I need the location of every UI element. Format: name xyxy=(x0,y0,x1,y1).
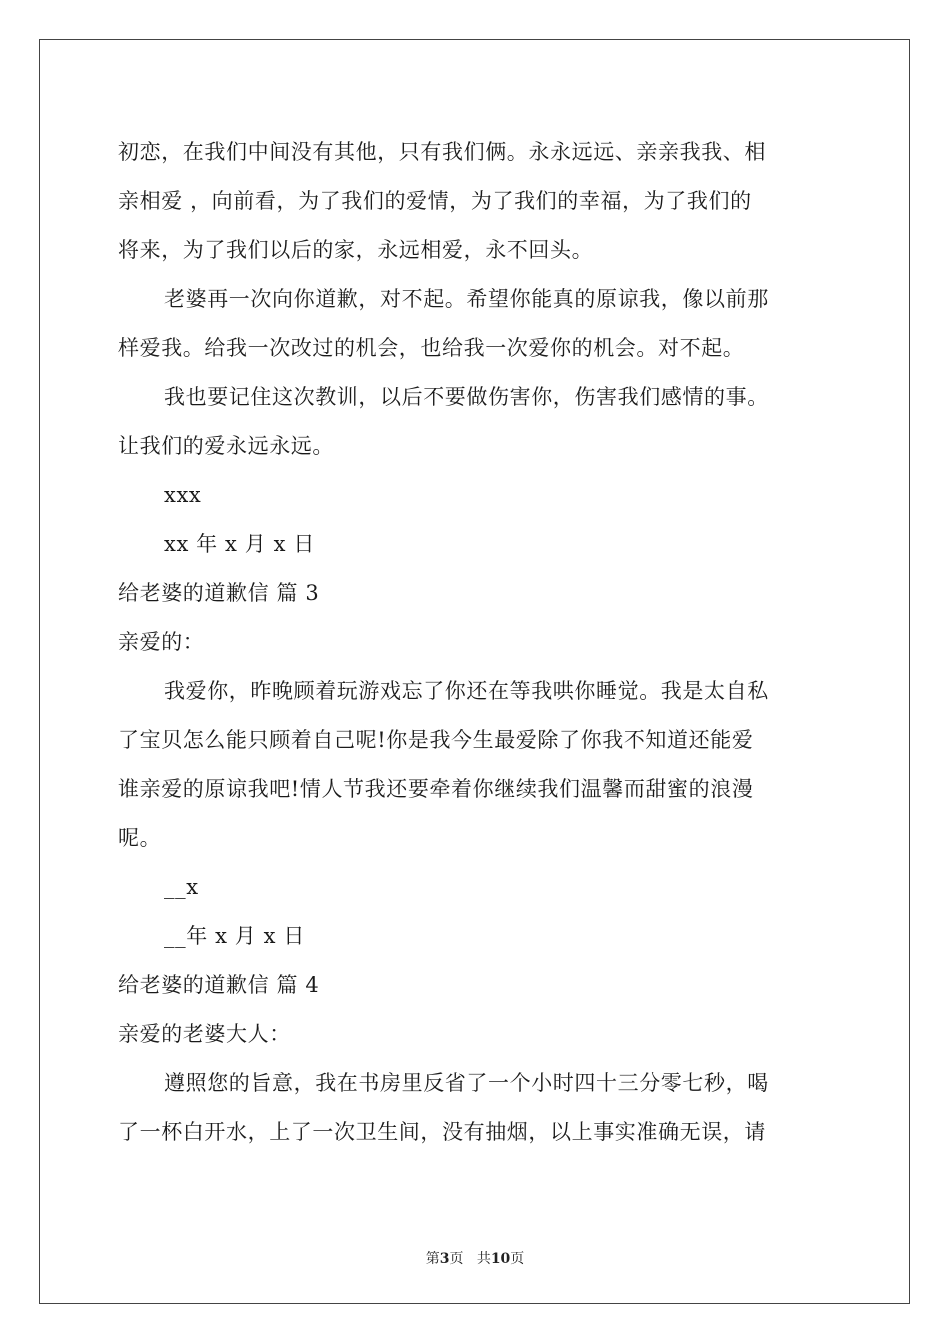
page-number: 3 xyxy=(439,1251,450,1267)
signature: xxx xyxy=(164,483,202,507)
text-line: 样爱我。给我一次改过的机会，也给我一次爱你的机会。对不起。 xyxy=(118,336,745,360)
page-suffix: 页 xyxy=(449,1251,464,1267)
text-line: 呢。 xyxy=(118,826,162,850)
signature: __x xyxy=(164,875,199,899)
document-body xyxy=(118,128,834,1157)
section-heading: 给老婆的道歉信 篇 3 xyxy=(118,581,320,605)
text-line: 了一杯白开水，上了一次卫生间，没有抽烟，以上事实准确无误，请 xyxy=(118,1120,766,1144)
text-line: 亲相爱 ，向前看，为了我们的爱情，为了我们的幸福，为了我们的 xyxy=(118,189,752,213)
total-suffix: 页 xyxy=(510,1251,525,1267)
text-line: 初恋，在我们中间没有其他，只有我们俩。永永远远、亲亲我我、相 xyxy=(118,140,766,164)
date-line: xx 年 x 月 x 日 xyxy=(164,532,315,556)
page-prefix: 第 xyxy=(425,1251,440,1267)
text-line: 让我们的爱永远永远。 xyxy=(118,434,334,458)
date-line: __年 x 月 x 日 xyxy=(164,924,305,948)
text-line: 了宝贝怎么能只顾着自己呢!你是我今生最爱除了你我不知道还能爱 xyxy=(118,728,754,752)
salutation: 亲爱的老婆大人： xyxy=(118,1022,291,1046)
section-heading: 给老婆的道歉信 篇 4 xyxy=(118,973,320,997)
total-pages: 10 xyxy=(490,1251,511,1267)
text-line: 将来，为了我们以后的家，永远相爱，永不回头。 xyxy=(118,238,594,262)
text-line: 谁亲爱的原谅我吧!情人节我还要牵着你继续我们温馨而甜蜜的浪漫 xyxy=(118,777,754,801)
paragraph-start: 我爱你，昨晚顾着玩游戏忘了你还在等我哄你睡觉。我是太自私 xyxy=(164,679,769,703)
paragraph-start: 老婆再一次向你道歉，对不起。希望你能真的原谅我，像以前那 xyxy=(164,287,769,311)
paragraph-start: 遵照您的旨意，我在书房里反省了一个小时四十三分零七秒，喝 xyxy=(164,1071,769,1095)
paragraph-start: 我也要记住这次教训，以后不要做伤害你，伤害我们感情的事。 xyxy=(164,385,769,409)
total-prefix: 共 xyxy=(476,1251,491,1267)
salutation: 亲爱的： xyxy=(118,630,205,654)
page-footer xyxy=(0,1248,950,1268)
